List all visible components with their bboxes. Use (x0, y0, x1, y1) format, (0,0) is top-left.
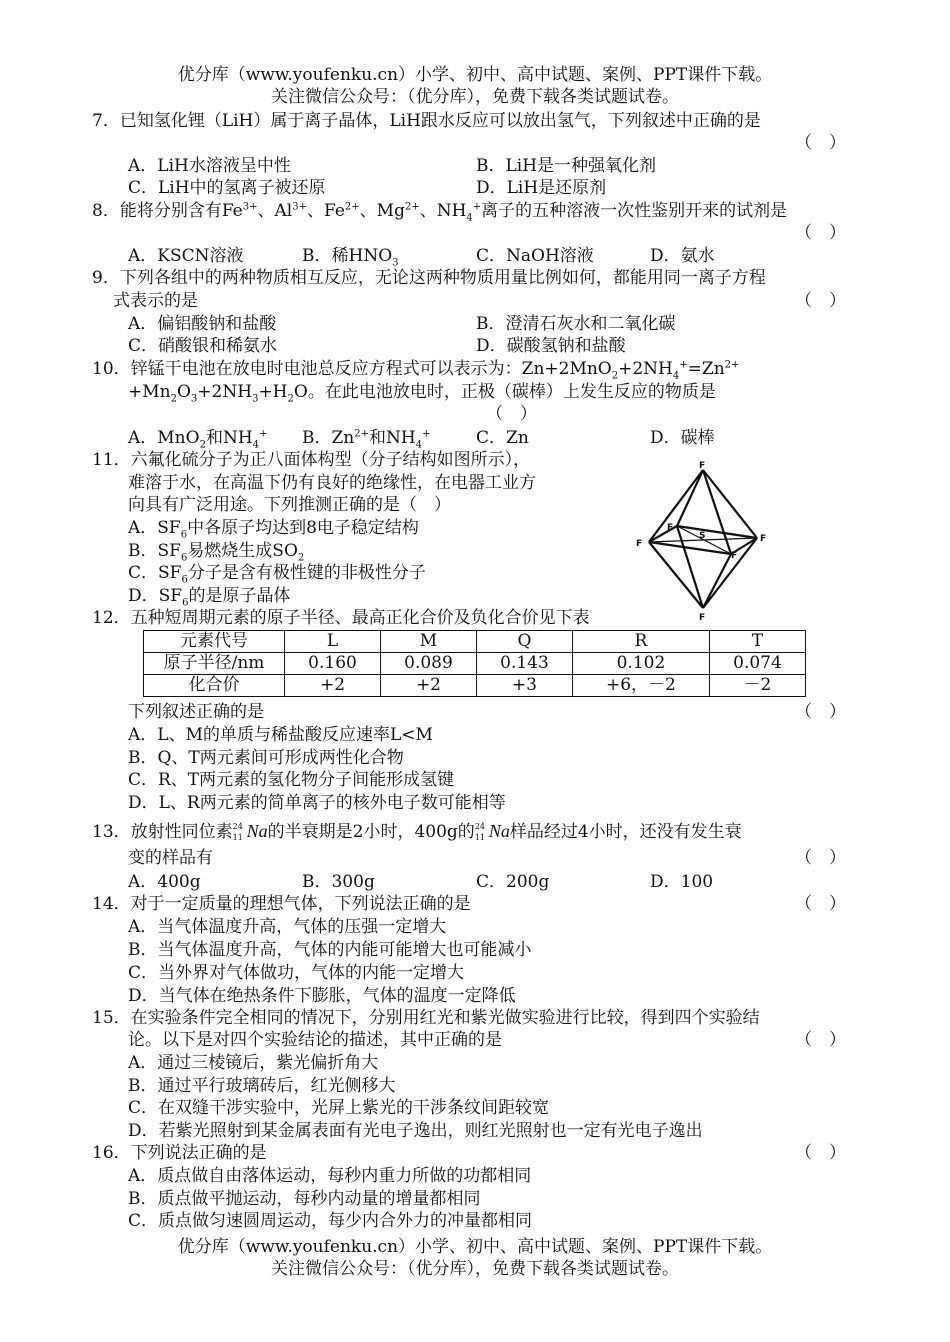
q11-option-c: C．$SF_6$分子是含有极性键的非极性分子 (128, 563, 426, 586)
table-row (144, 653, 806, 675)
q11-stem-2: 难溶于水，在高温下仍有良好的绝缘性，在电器工业方 (128, 473, 536, 493)
table-cell: 0.102 (572, 653, 709, 675)
q15-stem-2: 论。以下是对四个实验结论的描述，其中正确的是 (128, 1030, 502, 1050)
q10-stem-2: $+Mn_2O_3+2NH_3+H_2O$。在此电池放电时，正极（碳棒）上发生反应的物质是 (128, 382, 716, 405)
q8-option-d: D．氨水 (650, 246, 715, 266)
q10-option-b: B．$Zn^{2+}$和$NH_4^+$ (302, 428, 431, 451)
q12-option-b: B．Q、T两元素间可形成两性化合物 (128, 748, 404, 768)
q8-stem: 8．能将分别含有$Fe^{3+}$、$Al^{3+}$、$Fe^{2+}$、$Mg^{2+}$、$NH_4^+$离子的五种溶液一次性鉴别开来的试剂是 (92, 201, 788, 224)
q12-answer-blank: （ ） (795, 702, 846, 722)
q14-option-a: A．当气体温度升高，气体的压强一定增大 (128, 917, 447, 937)
q11-stem-3: 向具有广泛用途。下列推测正确的是（ ） (128, 495, 451, 515)
fig-label-f-bottom: F (699, 613, 706, 623)
q12-option-a: A．L、M的单质与稀盐酸反应速率L<M (128, 725, 433, 745)
q9-stem-1: 9．下列各组中的两种物质相互反应，无论这两种物质用量比例如何，都能用同一离子方程 (92, 268, 766, 288)
fig-label-f-top: F (699, 461, 706, 471)
q10-option-d: D．碳棒 (650, 428, 715, 448)
table-row (144, 675, 806, 697)
q14-option-d: D．当气体在绝热条件下膨胀，气体的温度一定降低 (128, 986, 516, 1006)
table-cell: 0.089 (380, 653, 476, 675)
q14-stem: 14．对于一定质量的理想气体，下列说法正确的是 (92, 894, 471, 914)
q11-stem-1: 11．六氟化硫分子为正八面体构型（分子结构如图所示）， (92, 450, 531, 470)
table-cell: 0.160 (285, 653, 381, 675)
q9-answer-blank: （ ） (795, 291, 846, 311)
q9-option-d: D．碳酸氢钠和盐酸 (476, 336, 626, 356)
table-header-cell: T (709, 631, 805, 653)
q11-option-a: A．$SF_6$中各原子均达到8电子稳定结构 (128, 518, 419, 541)
q10-answer-blank: （ ） (486, 404, 537, 424)
q8-option-b: B．稀$HNO_3$ (302, 246, 399, 269)
table-cell: 0.074 (709, 653, 805, 675)
q7-option-a: A．LiH水溶液呈中性 (128, 156, 291, 176)
q13-option-b: B．300g (302, 872, 375, 892)
q12-option-c: C．R、T两元素的氢化物分子间能形成氢键 (128, 770, 455, 790)
fig-label-f-right: F (760, 534, 767, 544)
q15-stem-1: 15．在实验条件完全相同的情况下，分别用红光和紫光做实验进行比较，得到四个实验结 (92, 1008, 760, 1028)
q15-answer-blank: （ ） (795, 1030, 846, 1050)
na-nuclide-notation: 24 11 (232, 822, 243, 842)
q8-answer-blank: （ ） (795, 223, 846, 243)
table-cell: +2 (380, 675, 476, 697)
fig-label-s-center: S (699, 531, 706, 541)
q14-answer-blank: （ ） (795, 894, 846, 914)
q15-option-d: D．若紫光照射到某金属表面有光电子逸出，则红光照射也一定有光电子逸出 (128, 1121, 703, 1141)
header-line-1: 优分库（www.youfenku.cn）小学、初中、高中试题、案例、PPT课件下载。 (177, 65, 773, 85)
table-cell: +6，－2 (572, 675, 709, 697)
q13-option-d: D．100 (650, 872, 714, 892)
q16-option-c: C．质点做匀速圆周运动，每少内合外力的冲量都相同 (128, 1211, 533, 1231)
q10-option-c: C．Zn (476, 428, 529, 448)
q7-option-b: B．LiH是一种强氧化剂 (476, 156, 657, 176)
q14-option-c: C．当外界对气体做功，气体的内能一定增大 (128, 963, 465, 983)
q12-option-d: D．L、R两元素的简单离子的核外电子数可能相等 (128, 793, 506, 813)
table-row (144, 631, 806, 653)
q12-question: 下列叙述正确的是 (128, 702, 264, 722)
q10-stem-1: 10．锌锰干电池在放电时电池总反应方程式可以表示为：$Zn+2MnO_2+2NH_4^+=Zn^{2+}$ (92, 359, 740, 382)
q15-option-b: B．通过平行玻璃砖后，红光侧移大 (128, 1076, 396, 1096)
table-cell: +3 (476, 675, 572, 697)
footer-line-1: 优分库（www.youfenku.cn）小学、初中、高中试题、案例、PPT课件下载。 (177, 1237, 773, 1257)
q13-stem-1: 13．放射性同位素 24 11 Na的半衰期是2小时，400g的 24 11 Na样品经过4小时，还没有发生衰 (92, 821, 742, 842)
q8-option-a: A．KSCN溶液 (128, 246, 244, 266)
table-cell: 化合价 (144, 675, 285, 697)
q7-answer-blank: （ ） (795, 133, 846, 153)
table-header-cell: Q (476, 631, 572, 653)
q9-option-a: A．偏铝酸钠和盐酸 (128, 314, 277, 334)
q7-option-d: D．LiH是还原剂 (476, 178, 607, 198)
table-header-cell: M (380, 631, 476, 653)
q13-option-c: C．200g (476, 872, 550, 892)
q11-option-b: B．$SF_6$易燃烧生成$SO_2$ (128, 541, 305, 564)
fig-label-f-front: F (731, 551, 738, 561)
q9-stem-2: 式表示的是 (113, 291, 198, 311)
na-nuclide-notation: 24 11 (474, 822, 485, 842)
q8-option-c: C．NaOH溶液 (476, 246, 594, 266)
table-cell: +2 (285, 675, 381, 697)
footer-line-2: 关注微信公众号：（优分库），免费下载各类试题试卷。 (271, 1259, 679, 1279)
table-header-cell: 元素代号 (144, 631, 285, 653)
q12-stem: 12．五种短周期元素的原子半径、最高正化合价及负化合价见下表 (92, 608, 590, 628)
table-cell: 原子半径/nm (144, 653, 285, 675)
table-cell: 0.143 (476, 653, 572, 675)
element-property-table (143, 630, 806, 697)
q16-option-b: B．质点做平抛运动，每秒内动量的增量都相同 (128, 1189, 481, 1209)
table-header-cell: L (285, 631, 381, 653)
q11-option-d: D．$SF_6$的是原子晶体 (128, 586, 291, 609)
q10-option-a: A．MnO$_2$和$NH_4^+$ (128, 428, 268, 451)
q16-option-a: A．质点做自由落体运动，每秒内重力所做的功都相同 (128, 1166, 532, 1186)
sf6-octahedron-diagram (633, 458, 773, 623)
q9-option-c: C．硝酸银和稀氨水 (128, 336, 278, 356)
header-line-2: 关注微信公众号：（优分库），免费下载各类试题试卷。 (271, 87, 679, 107)
q16-stem: 16．下列说法正确的是 (92, 1143, 267, 1163)
q16-answer-blank: （ ） (795, 1143, 846, 1163)
fig-label-f-back: F (667, 523, 674, 533)
q7-option-c: C．LiH中的氢离子被还原 (128, 178, 326, 198)
q14-option-b: B．当气体温度升高，气体的内能可能增大也可能减小 (128, 940, 532, 960)
table-cell: －2 (709, 675, 805, 697)
q15-option-c: C．在双缝干涉实验中，光屏上紫光的干涉条纹间距较宽 (128, 1098, 550, 1118)
q13-answer-blank: （ ） (795, 848, 846, 868)
table-header-cell: R (572, 631, 709, 653)
q9-option-b: B．澄清石灰水和二氧化碳 (476, 314, 676, 334)
q13-stem-2: 变的样品有 (128, 848, 213, 868)
q13-option-a: A．400g (128, 872, 201, 892)
q7-stem: 7．已知氢化锂（LiH）属于离子晶体，LiH跟水反应可以放出氢气，下列叙述中正确的是 (92, 111, 761, 131)
fig-label-f-left: F (636, 539, 643, 549)
q15-option-a: A．通过三棱镜后，紫光偏折角大 (128, 1053, 379, 1073)
